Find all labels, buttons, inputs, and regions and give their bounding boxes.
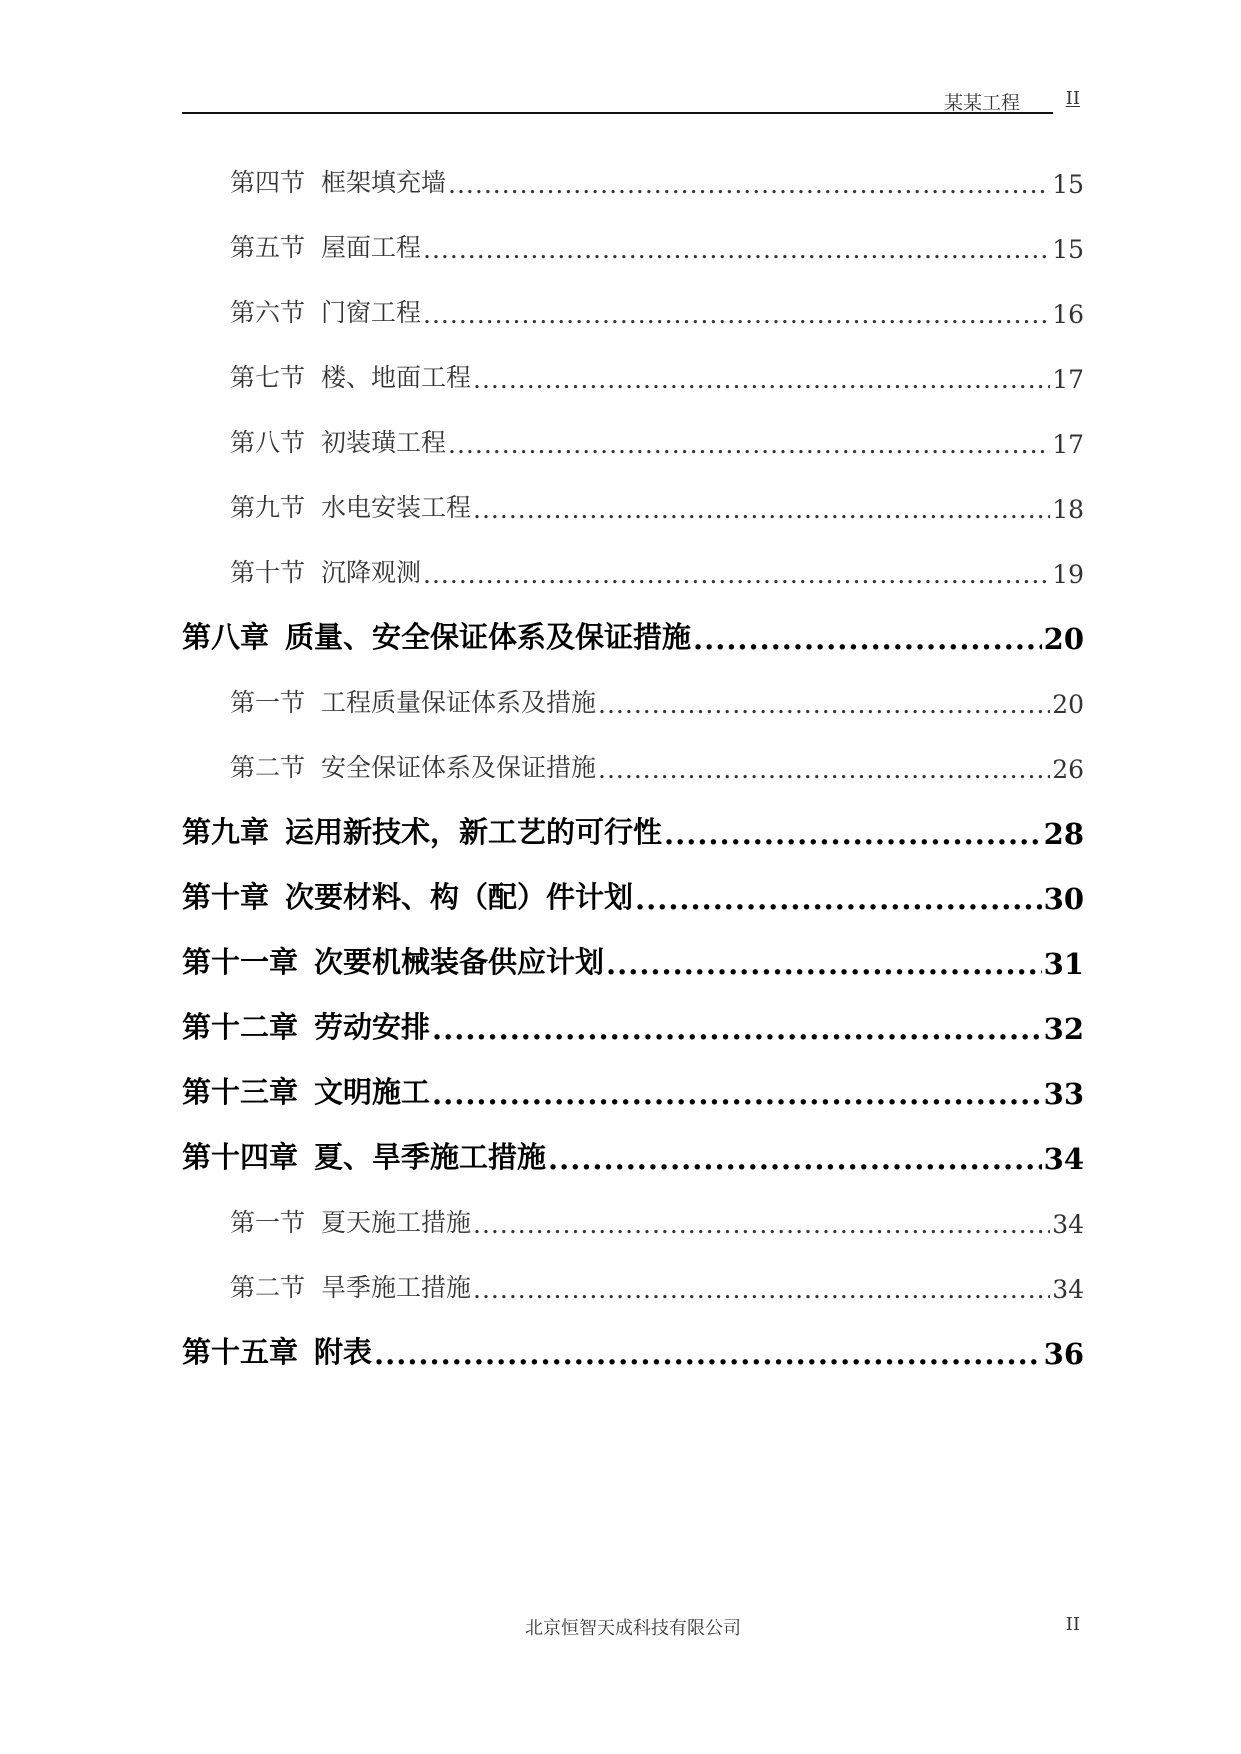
- toc-dot-leader: [473, 495, 1050, 524]
- toc-entry-section[interactable]: [182, 150, 1084, 215]
- toc-entry-chapter[interactable]: [182, 995, 1084, 1060]
- toc-entry-chapter[interactable]: [182, 605, 1084, 670]
- toc-entry-chapter[interactable]: [182, 865, 1084, 930]
- toc-entry-title: 沉降观测: [321, 558, 422, 587]
- toc-entry-title: 次要材料、构（配）件计划: [285, 880, 634, 914]
- toc-dot-leader: [423, 560, 1050, 589]
- toc-entry-page: 17: [1052, 365, 1084, 394]
- toc-entry-title: 水电安装工程: [321, 493, 472, 522]
- toc-entry-page: 15: [1052, 170, 1084, 199]
- toc-entry-page: 34: [1043, 1142, 1084, 1176]
- toc-entry-page: 20: [1052, 690, 1084, 719]
- toc-entry-page: 33: [1043, 1077, 1084, 1111]
- toc-entry-title: 屋面工程: [321, 233, 422, 262]
- toc-entry-number: 第十节: [230, 558, 306, 587]
- toc-entry-title: 文明施工: [314, 1075, 431, 1109]
- toc-dot-leader: [473, 365, 1050, 394]
- toc-entry-number: 第十五章: [182, 1335, 299, 1369]
- toc-dot-leader: [432, 1077, 1042, 1111]
- toc-entry-number: 第二节: [230, 1273, 306, 1302]
- header-title: 某某工程: [943, 92, 1020, 114]
- toc-entry-number: 第十一章: [182, 945, 299, 979]
- toc-entry-title: 楼、地面工程: [321, 363, 472, 392]
- toc-entry-title: 附表: [314, 1335, 373, 1369]
- toc-dot-leader: [374, 1337, 1042, 1371]
- toc-dot-leader: [598, 755, 1050, 784]
- toc-entry-title: 质量、安全保证体系及保证措施: [285, 620, 692, 654]
- toc-entry-number: 第二节: [230, 753, 306, 782]
- toc-entry-title: 次要机械装备供应计划: [314, 945, 605, 979]
- toc-entry-page: 28: [1043, 817, 1084, 851]
- page-footer: [182, 1614, 1084, 1644]
- toc-entry-page: 17: [1052, 430, 1084, 459]
- toc-entry-section[interactable]: [182, 1255, 1084, 1320]
- table-of-contents: [182, 150, 1084, 1385]
- toc-entry-page: 34: [1052, 1275, 1084, 1304]
- toc-entry-section[interactable]: [182, 215, 1084, 280]
- toc-entry-number: 第十章: [182, 880, 270, 914]
- footer-company: 北京恒智天成科技有限公司: [525, 1618, 741, 1639]
- toc-entry-page: 31: [1043, 947, 1084, 981]
- toc-entry-section[interactable]: [182, 1190, 1084, 1255]
- toc-entry-page: 36: [1043, 1337, 1084, 1371]
- toc-entry-page: 32: [1043, 1012, 1084, 1046]
- toc-entry-section[interactable]: [182, 345, 1084, 410]
- toc-entry-chapter[interactable]: [182, 800, 1084, 865]
- toc-entry-title: 框架填充墙: [321, 168, 447, 197]
- toc-entry-number: 第九节: [230, 493, 306, 522]
- toc-entry-page: 30: [1043, 882, 1084, 916]
- toc-entry-title: 安全保证体系及保证措施: [321, 753, 597, 782]
- toc-entry-number: 第一节: [230, 1208, 306, 1237]
- toc-entry-page: 18: [1052, 495, 1084, 524]
- toc-entry-number: 第一节: [230, 688, 306, 717]
- footer-page-number: II: [1065, 1614, 1080, 1635]
- toc-dot-leader: [598, 690, 1050, 719]
- toc-entry-number: 第八节: [230, 428, 306, 457]
- toc-entry-number: 第七节: [230, 363, 306, 392]
- toc-entry-title: 门窗工程: [321, 298, 422, 327]
- toc-dot-leader: [423, 300, 1050, 329]
- toc-entry-page: 16: [1052, 300, 1084, 329]
- toc-entry-page: 20: [1043, 622, 1084, 656]
- toc-entry-chapter[interactable]: [182, 1125, 1084, 1190]
- toc-entry-title: 工程质量保证体系及措施: [321, 688, 597, 717]
- toc-entry-number: 第四节: [230, 168, 306, 197]
- toc-entry-title: 旱季施工措施: [321, 1273, 472, 1302]
- toc-entry-number: 第五节: [230, 233, 306, 262]
- toc-entry-number: 第十四章: [182, 1140, 299, 1174]
- toc-dot-leader: [473, 1210, 1050, 1239]
- toc-entry-section[interactable]: [182, 410, 1084, 475]
- toc-dot-leader: [548, 1142, 1042, 1176]
- page-header: [182, 84, 1084, 114]
- toc-entry-section[interactable]: [182, 735, 1084, 800]
- toc-dot-leader: [606, 947, 1042, 981]
- toc-entry-page: 19: [1052, 560, 1084, 589]
- toc-dot-leader: [448, 170, 1050, 199]
- toc-entry-section[interactable]: [182, 280, 1084, 345]
- toc-entry-number: 第十二章: [182, 1010, 299, 1044]
- toc-entry-section[interactable]: [182, 670, 1084, 735]
- toc-entry-section[interactable]: [182, 475, 1084, 540]
- toc-entry-title: 初装璜工程: [321, 428, 447, 457]
- toc-entry-page: 34: [1052, 1210, 1084, 1239]
- toc-dot-leader: [693, 622, 1042, 656]
- header-page-number: II: [1065, 88, 1080, 109]
- toc-dot-leader: [664, 817, 1042, 851]
- toc-entry-number: 第九章: [182, 815, 270, 849]
- toc-entry-title: 夏天施工措施: [321, 1208, 472, 1237]
- toc-entry-number: 第六节: [230, 298, 306, 327]
- toc-entry-chapter[interactable]: [182, 930, 1084, 995]
- toc-entry-title: 夏、旱季施工措施: [314, 1140, 547, 1174]
- toc-entry-number: 第十三章: [182, 1075, 299, 1109]
- toc-entry-title: 运用新技术，新工艺的可行性: [285, 815, 663, 849]
- toc-dot-leader: [423, 235, 1050, 264]
- toc-dot-leader: [473, 1275, 1050, 1304]
- header-rule: [182, 112, 1053, 114]
- toc-entry-number: 第八章: [182, 620, 270, 654]
- toc-dot-leader: [432, 1012, 1042, 1046]
- toc-entry-page: 26: [1052, 755, 1084, 784]
- toc-entry-chapter[interactable]: [182, 1320, 1084, 1385]
- toc-entry-page: 15: [1052, 235, 1084, 264]
- toc-entry-chapter[interactable]: [182, 1060, 1084, 1125]
- toc-entry-section[interactable]: [182, 540, 1084, 605]
- toc-dot-leader: [448, 430, 1050, 459]
- toc-entry-title: 劳动安排: [314, 1010, 431, 1044]
- toc-dot-leader: [635, 882, 1042, 916]
